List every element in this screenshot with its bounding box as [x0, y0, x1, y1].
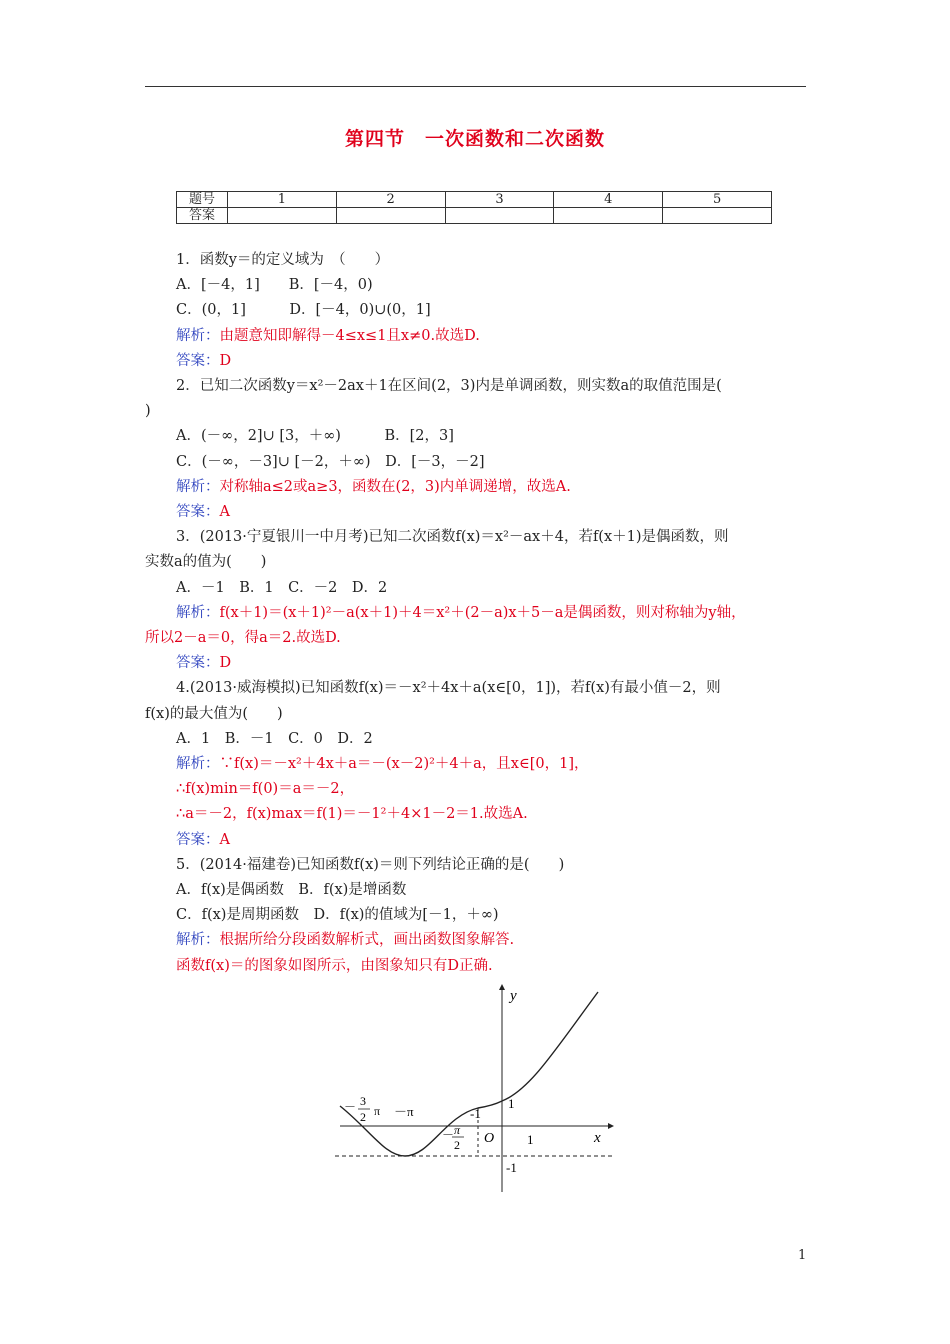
line-text: f(x)的最大值为( ): [145, 705, 283, 722]
line-label: 答案：: [176, 504, 220, 520]
x-axis-label: x: [594, 1130, 601, 1146]
line-label: 解析：: [176, 478, 220, 495]
y-tick-1: 1: [508, 1096, 515, 1111]
question-line: [176, 275, 373, 295]
question-line: [145, 628, 341, 648]
question-line: [145, 552, 266, 572]
x-tick-neg-3pi2-den: 2: [360, 1110, 366, 1124]
question-line: [176, 527, 729, 547]
function-graph: [330, 980, 620, 1195]
solution-line: [176, 326, 480, 346]
question-line: [176, 956, 493, 976]
line-label: 解析：: [176, 932, 220, 949]
page-number: 1: [798, 1248, 807, 1263]
top-rule: [145, 86, 806, 87]
question-line: [145, 704, 283, 724]
line-text: D: [219, 352, 232, 369]
table-cell: [336, 208, 445, 224]
solution-line: [176, 477, 571, 497]
line-label: 答案：: [176, 352, 220, 369]
origin-label: O: [484, 1131, 495, 1146]
x-tick-neg-3pi2-sign: －: [344, 1100, 357, 1114]
solution-line: [176, 930, 514, 950]
x-tick-1: 1: [527, 1132, 534, 1147]
x-tick-neg-3pi2-pi: π: [374, 1104, 381, 1118]
line-label: 解析：: [176, 756, 220, 772]
line-text: ): [145, 403, 151, 420]
answer-line: [176, 653, 231, 673]
line-label: 解析：: [176, 327, 220, 344]
answer-line: [176, 502, 230, 522]
line-text: 实数a的值为( ): [145, 554, 267, 571]
question-line: [176, 729, 373, 749]
line-text: 根据所给分段函数解析式，画出函数图象解答.: [219, 932, 515, 949]
line-text: A: [219, 831, 230, 848]
line-text: 5．(2014·福建卷)已知函数f(x)＝则下列结论正确的是( ): [176, 856, 565, 873]
line-text: C．(0，1] D．[－4，0)∪(0，1]: [176, 302, 431, 319]
question-line: [176, 250, 389, 270]
x-tick-neg-pi2-sign: －: [442, 1128, 455, 1142]
line-text: ∵f(x)＝－x²＋4x＋a＝－(x－2)²＋4＋a，且x∈[0，1]，: [219, 756, 589, 772]
solution-line: [176, 754, 588, 774]
line-text: C．f(x)是周期函数 D．f(x)的值域为[－1，＋∞): [176, 907, 499, 924]
x-tick-neg-pi: －π: [394, 1104, 414, 1119]
x-tick-neg1: -1: [470, 1106, 481, 1121]
answer-line: [176, 830, 230, 850]
y-axis-label: y: [510, 988, 517, 1004]
line-text: f(x＋1)＝(x＋1)²－a(x＋1)＋4＝x²＋(2－a)x＋5－a是偶函数，则对称轴为y轴，: [219, 604, 746, 621]
question-line: [176, 804, 528, 824]
question-line: [176, 452, 484, 472]
line-text: 由题意知即解得－4≤x≤1且x≠0.故选D.: [219, 327, 480, 344]
table-cell: [228, 208, 337, 224]
line-text: C．(－∞，－3]∪ [－2，＋∞) D．[－3，－2]: [176, 453, 485, 470]
table-cell: [663, 208, 772, 224]
question-line: [176, 905, 499, 925]
line-text: 2．已知二次函数y＝x²－2ax＋1在区间(2，3)内是单调函数，则实数a的取值范围是(: [176, 378, 722, 394]
question-line: [176, 779, 354, 799]
line-label: 答案：: [176, 655, 220, 672]
question-line: [176, 578, 387, 598]
table-cell: 题号: [177, 192, 228, 208]
line-label: 答案：: [176, 831, 220, 848]
line-text: A．1 B．－1 C．0 D．2: [176, 730, 373, 747]
question-line: [176, 300, 431, 320]
table-cell: 2: [336, 192, 445, 208]
table-cell: [445, 208, 554, 224]
answer-line: [176, 351, 231, 371]
question-line: [176, 426, 454, 446]
line-text: 4.(2013·威海模拟)已知函数f(x)＝－x²＋4x＋a(x∈[0，1])，若f(x)有最小值－2，则: [176, 680, 721, 697]
question-line: [145, 401, 151, 421]
question-line: [176, 678, 721, 698]
question-line: [176, 376, 722, 396]
line-text: 3．(2013·宁夏银川一中月考)已知二次函数f(x)＝x²－ax＋4，若f(x＋1)是偶函数，则: [176, 529, 729, 546]
line-text: A．f(x)是偶函数 B．f(x)是增函数: [176, 882, 407, 898]
table-cell: 1: [228, 192, 337, 208]
line-label: 解析：: [176, 604, 220, 621]
solution-line: [176, 603, 746, 623]
table-row: [177, 192, 772, 208]
answer-table: [176, 191, 772, 224]
line-text: A．[－4，1] B．[－4，0): [176, 277, 373, 294]
line-text: ∴a＝－2，f(x)max＝f(1)＝－1²＋4×1－2＝1.故选A.: [176, 806, 528, 823]
line-text: 1．函数y＝的定义域为 （ ）: [176, 252, 390, 268]
x-tick-neg-3pi2-num: 3: [360, 1094, 366, 1108]
table-cell: 5: [663, 192, 772, 208]
page-title: 第四节 一次函数和二次函数: [344, 128, 605, 150]
line-text: 对称轴a≤2或a≥3，函数在(2，3)内单调递增，故选A.: [219, 478, 571, 495]
question-line: [176, 880, 406, 900]
line-text: A．－1 B．1 C．－2 D．2: [176, 579, 388, 596]
table-row: [177, 208, 772, 224]
table-cell: 3: [445, 192, 554, 208]
table-cell: 答案: [177, 208, 228, 224]
line-text: ∴f(x)min＝f(0)＝a＝－2，: [176, 781, 355, 798]
line-text: 函数f(x)＝的图象如图所示，由图象知只有D正确.: [176, 957, 493, 974]
y-tick-neg1: -1: [506, 1160, 517, 1175]
question-line: [176, 855, 564, 875]
curve-right: [502, 992, 598, 1101]
x-tick-neg-pi2-den: 2: [454, 1138, 460, 1152]
line-text: 所以2－a＝0，得a＝2.故选D.: [145, 630, 341, 646]
table-cell: [554, 208, 663, 224]
line-text: D: [219, 655, 232, 672]
x-tick-neg-pi2-num: π: [454, 1123, 461, 1137]
table-cell: 4: [554, 192, 663, 208]
line-text: A: [219, 504, 230, 520]
line-text: A．(－∞，2]∪ [3，＋∞) B．[2，3]: [176, 428, 454, 445]
